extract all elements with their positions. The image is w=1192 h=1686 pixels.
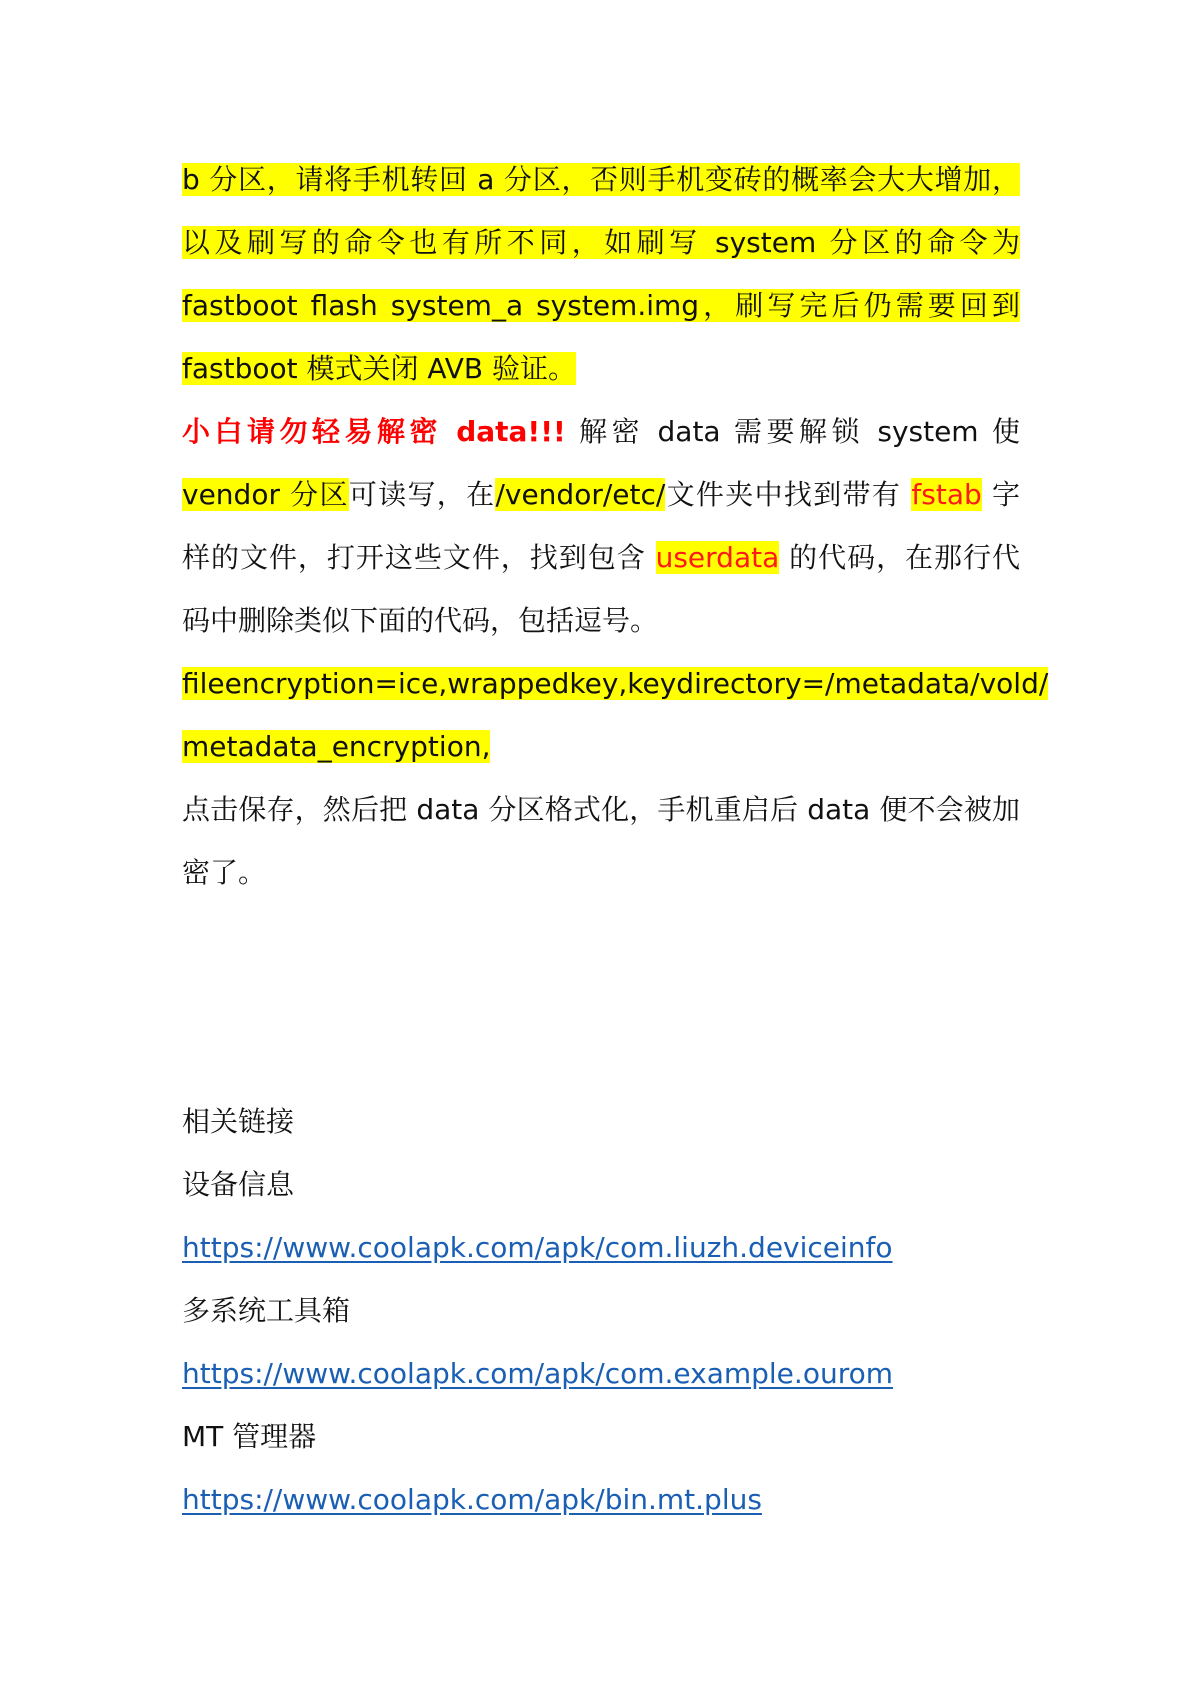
- warning-text: 小白请勿轻易解密 data!!!: [182, 415, 566, 448]
- body-text: 点击保存，然后把 data 分区格式化，手机重启后 data 便不会被加密了。: [182, 793, 1020, 889]
- related-links-section: [182, 1090, 1020, 1531]
- link-mt-manager[interactable]: https://www.coolapk.com/apk/bin.mt.plus: [182, 1483, 762, 1516]
- code-line-1: [182, 652, 1049, 715]
- link-title-ourom: 多系统工具箱: [182, 1294, 351, 1327]
- code-line-2: [182, 715, 1020, 778]
- userdata-keyword: userdata: [655, 541, 780, 574]
- main-content: [182, 148, 1049, 904]
- body-text: 解密 data 需要解锁 system 使: [565, 415, 1020, 448]
- link-title-deviceinfo: 设备信息: [182, 1168, 295, 1201]
- fstab-keyword: fstab: [911, 478, 982, 511]
- related-links-heading: 相关链接: [182, 1105, 295, 1138]
- code-text: fileencryption=ice,wrappedkey,keydirectory=/metadata/vold/: [182, 667, 1049, 700]
- paragraph-partition-note: [182, 148, 1020, 400]
- body-text: 字样的文件，打开这些文件，找到包含: [182, 478, 1020, 574]
- path-highlight: /vendor/etc/: [495, 478, 666, 511]
- highlighted-text: b 分区，请将手机转回 a 分区，否则手机变砖的概率会大大增加，以及刷写的命令也有所不同，如刷写 system 分区的命令为 fastboot flash system_a system.img，刷写完后仍需要回到 fastboot 模式关闭 AVB 验证。: [182, 163, 1020, 385]
- body-text: 的代码，在那行代码中删除类似下面的代码，包括逗号。: [182, 541, 1021, 637]
- link-ourom[interactable]: https://www.coolapk.com/apk/com.example.ourom: [182, 1357, 893, 1390]
- code-text: metadata_encryption,: [182, 730, 491, 763]
- link-title-mt-manager: MT 管理器: [182, 1420, 317, 1453]
- body-text: 可读写，在: [348, 478, 496, 511]
- vendor-highlight: vendor 分区: [182, 478, 349, 511]
- body-text: 文件夹中找到带有: [665, 478, 912, 511]
- paragraph-decrypt-instructions: [182, 400, 1020, 652]
- link-deviceinfo[interactable]: https://www.coolapk.com/apk/com.liuzh.deviceinfo: [182, 1231, 893, 1264]
- paragraph-format-note: [182, 778, 1020, 904]
